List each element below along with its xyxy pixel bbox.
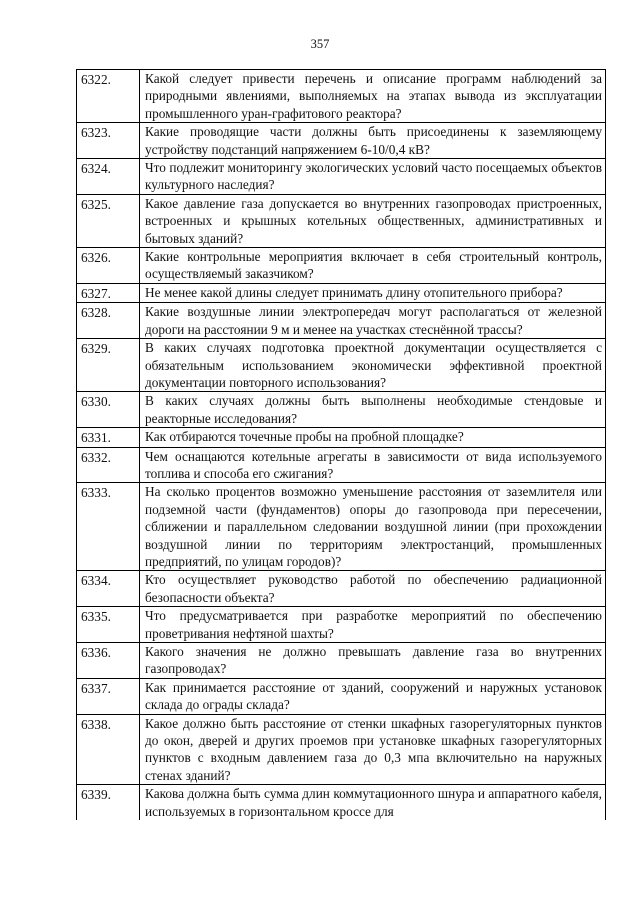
question-number: 6330. bbox=[77, 392, 140, 428]
question-number: 6325. bbox=[77, 194, 140, 247]
question-number: 6339. bbox=[77, 785, 140, 820]
question-text: Какие контрольные мероприятия включает в себя строительный контроль, осуществляемый заказчиком? bbox=[140, 248, 606, 284]
question-number: 6337. bbox=[77, 678, 140, 714]
table-row bbox=[77, 714, 606, 785]
question-number: 6336. bbox=[77, 643, 140, 679]
question-text: Чем оснащаются котельные агрегаты в зависимости от вида используемого топлива и способа его сжигания? bbox=[140, 447, 606, 483]
question-text: Какое должно быть расстояние от стенки шкафных газорегуляторных пунктов до окон, дверей и других проемов при установке шкафных газорегуляторных пунктов с входным давлением газа до 0,3 мпа включительно на наружных стенах зданий? bbox=[140, 714, 606, 785]
question-number: 6333. bbox=[77, 483, 140, 571]
page-number: 357 bbox=[310, 37, 330, 51]
question-text: В каких случаях должны быть выполнены необходимые стендовые и реакторные исследования? bbox=[140, 392, 606, 428]
question-number: 6331. bbox=[77, 428, 140, 447]
table-row bbox=[77, 643, 606, 679]
table-row bbox=[77, 785, 606, 820]
table-row bbox=[77, 194, 606, 247]
table-row bbox=[77, 283, 606, 302]
questions-table-body bbox=[77, 70, 606, 821]
question-number: 6328. bbox=[77, 303, 140, 339]
table-row bbox=[77, 428, 606, 447]
question-number: 6332. bbox=[77, 447, 140, 483]
question-text: Не менее какой длины следует принимать длину отопительного прибора? bbox=[140, 283, 606, 302]
question-number: 6323. bbox=[77, 123, 140, 159]
table-row bbox=[77, 248, 606, 284]
question-text: Какое давление газа допускается во внутренних газопроводах пристроенных, встроенных и крышных котельных общественных, административных и бытовых зданий? bbox=[140, 194, 606, 247]
table-row bbox=[77, 159, 606, 195]
question-number: 6338. bbox=[77, 714, 140, 785]
table-row bbox=[77, 607, 606, 643]
question-text: Какого значения не должно превышать давление газа во внутренних газопроводах? bbox=[140, 643, 606, 679]
question-text: Кто осуществляет руководство работой по обеспечению радиационной безопасности объекта? bbox=[140, 571, 606, 607]
question-text: Какие проводящие части должны быть присоединены к заземляющему устройству подстанций напряжением 6-10/0,4 кВ? bbox=[140, 123, 606, 159]
table-row bbox=[77, 571, 606, 607]
table-row bbox=[77, 392, 606, 428]
table-row bbox=[77, 339, 606, 392]
question-number: 6324. bbox=[77, 159, 140, 195]
question-text: Что подлежит мониторингу экологических условий часто посещаемых объектов культурного наследия? bbox=[140, 159, 606, 195]
question-text: В каких случаях подготовка проектной документации осуществляется с обязательным использованием экономически эффективной проектной документации повторного использования? bbox=[140, 339, 606, 392]
question-text: Что предусматривается при разработке мероприятий по обеспечению проветривания нефтяной шахты? bbox=[140, 607, 606, 643]
questions-table bbox=[76, 69, 606, 820]
question-text: Какие воздушные линии электропередач могут располагаться от железной дороги на расстоянии 9 м и менее на участках стеснённой трассы? bbox=[140, 303, 606, 339]
table-row bbox=[77, 483, 606, 571]
question-number: 6335. bbox=[77, 607, 140, 643]
question-text: Какова должна быть сумма длин коммутационного шнура и аппаратного кабеля, используемых в горизонтальном кроссе для bbox=[140, 785, 606, 820]
table-row bbox=[77, 123, 606, 159]
question-number: 6326. bbox=[77, 248, 140, 284]
table-row bbox=[77, 303, 606, 339]
question-text: Как отбираются точечные пробы на пробной площадке? bbox=[140, 428, 606, 447]
question-text: Как принимается расстояние от зданий, сооружений и наружных установок склада до ограды склада? bbox=[140, 678, 606, 714]
question-number: 6322. bbox=[77, 70, 140, 123]
question-number: 6327. bbox=[77, 283, 140, 302]
table-row bbox=[77, 447, 606, 483]
question-text: Какой следует привести перечень и описание программ наблюдений за природными явлениями, выполняемых на этапах вывода из эксплуатации промышленного уран-графитового реактора? bbox=[140, 70, 606, 123]
question-text: На сколько процентов возможно уменьшение расстояния от заземлителя или подземной части (фундаментов) опоры до газопровода при пересечении, сближении и параллельном следовании воздушной линии (при прохождении воздушной линии по территориям электростанций, промышленных предприятий, по улицам городов)? bbox=[140, 483, 606, 571]
table-row bbox=[77, 678, 606, 714]
question-number: 6329. bbox=[77, 339, 140, 392]
table-row bbox=[77, 70, 606, 123]
question-number: 6334. bbox=[77, 571, 140, 607]
